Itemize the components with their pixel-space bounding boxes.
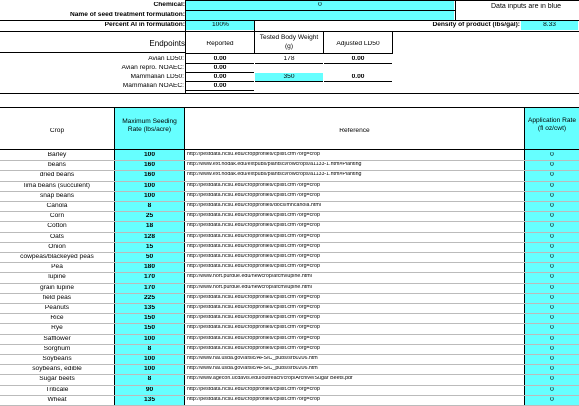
- application-rate: 0: [550, 386, 554, 393]
- reference-link[interactable]: http://www.hort.purdue.edu/newcrop/afcm/lupine.html: [187, 274, 312, 280]
- application-rate: 0: [550, 264, 554, 271]
- application-rate: 0: [550, 213, 554, 220]
- crop-name: Safflower: [43, 335, 71, 342]
- seeding-rate-input[interactable]: 225: [143, 294, 155, 301]
- seeding-rate-input[interactable]: 128: [143, 233, 155, 240]
- seeding-rate-input[interactable]: 8: [147, 376, 152, 383]
- application-rate: 0: [550, 223, 554, 230]
- reference-link[interactable]: http://www.ext.nodak.edu/extpubs/plantsci/rowcrops/a1133-1.htm#Planting: [187, 162, 362, 168]
- reference-link[interactable]: http://pestdata.ncsu.edu/cropprofiles/cplist.cfm?org=crop: [187, 223, 320, 229]
- reference-link[interactable]: http://pestdata.ncsu.edu/cropprofiles/cplist.cfm?org=crop: [187, 254, 320, 259]
- reference-link[interactable]: http://pestdata.ncsu.edu/cropprofiles/cplist.cfm?org=crop: [187, 396, 320, 402]
- endpoint-tested-underline: [255, 81, 323, 82]
- crop-name: Canola: [46, 203, 68, 209]
- reference-link[interactable]: http://pestdata.ncsu.edu/cropprofiles/cplist.cfm?org=crop: [187, 192, 320, 198]
- crop-name: Soybeans: [42, 356, 72, 362]
- row-divider: [0, 232, 579, 233]
- application-rate: 0: [550, 335, 554, 342]
- endpoint-label: Avian LD50:: [148, 56, 184, 62]
- application-rate: 0: [550, 325, 554, 332]
- crop-name: grain lupine: [39, 284, 75, 291]
- seeding-rate-input[interactable]: 100: [143, 182, 155, 189]
- seeding-rate-input[interactable]: 150: [143, 315, 155, 322]
- chemical-label: Chemical:: [153, 2, 185, 8]
- reference-link[interactable]: http://pestdata.ncsu.edu/cropprofiles/cplist.cfm?org=crop: [187, 305, 320, 310]
- reference-link[interactable]: http://pestdata.ncsu.edu/cropprofiles/cplist.cfm?org=crop: [187, 233, 320, 239]
- application-rate: 0: [550, 315, 554, 322]
- row-divider: [0, 334, 579, 335]
- endpoint-adjusted-underline: [324, 81, 392, 82]
- seeding-rate-input[interactable]: 8: [147, 203, 152, 209]
- application-rate: 0: [550, 192, 554, 199]
- row-divider: [0, 344, 579, 345]
- row-divider: [0, 181, 579, 182]
- application-rate: 0: [550, 233, 554, 240]
- seeding-rate-input[interactable]: 160: [143, 162, 155, 169]
- application-rate: 0: [550, 274, 554, 281]
- col-reported-header: Reported: [206, 41, 234, 47]
- endpoints-title: Endpoints: [149, 40, 185, 48]
- crop-name: Sugar beets: [39, 376, 75, 383]
- endpoint-tested-weight: 178: [283, 56, 295, 62]
- seeding-rate-input[interactable]: 100: [143, 356, 155, 362]
- crop-name: Rye: [51, 325, 63, 332]
- col-reference-header: Reference: [339, 128, 370, 134]
- application-rate: 0: [550, 162, 554, 169]
- crop-name: soybeans, edible: [32, 366, 82, 373]
- reference-link[interactable]: http://pestdata.ncsu.edu/cropprofiles/cplist.cfm?org=crop: [187, 152, 320, 157]
- reference-link[interactable]: http://pestdata.ncsu.edu/cropprofiles/cplist.cfm?org=crop: [187, 182, 320, 188]
- reference-link[interactable]: http://pestdata.ncsu.edu/cropprofiles/cplist.cfm?org=crop: [187, 294, 320, 300]
- endpoint-tested-weight: 350: [283, 74, 295, 80]
- endpoint-reported: 0.00: [213, 74, 227, 80]
- col-tested-header: Tested Body Weight (g): [259, 34, 319, 50]
- crop-name: lima beans (succulent): [24, 182, 90, 189]
- endpoint-reported-underline: [186, 63, 254, 64]
- seeding-rate-input[interactable]: 18: [145, 223, 154, 230]
- formulation-label: Name of seed treatment formulation:: [69, 12, 185, 18]
- seeding-rate-input[interactable]: 8: [147, 345, 152, 352]
- reference-link[interactable]: http://pestdata.ncsu.edu/cropprofiles/cplist.cfm?org=crop: [187, 243, 320, 249]
- row-divider: [0, 374, 579, 375]
- row-divider: [0, 385, 579, 386]
- reference-link[interactable]: http://pestdata.ncsu.edu/cropprofiles/cplist.cfm?org=crop: [187, 325, 320, 331]
- application-rate: 0: [550, 294, 554, 301]
- application-rate: 0: [550, 305, 554, 311]
- crop-name: beans: [48, 162, 66, 169]
- endpoint-tested-underline: [255, 63, 323, 64]
- seeding-rate-input[interactable]: 160: [143, 172, 155, 179]
- seeding-rate-input[interactable]: 135: [143, 305, 155, 311]
- row-divider: [0, 395, 579, 396]
- reference-link[interactable]: http://pestdata.ncsu.edu/cropprofiles/cplist.cfm?org=crop: [187, 213, 320, 219]
- seeding-rate-input[interactable]: 150: [143, 325, 155, 332]
- reference-link[interactable]: http://www.agecon.ucdavis.edu/outreach/crop/Archive/Sugar Beets.pdf: [187, 376, 353, 382]
- seeding-rate-input[interactable]: 170: [143, 284, 155, 291]
- application-rate: 0: [550, 376, 554, 383]
- endpoint-label: Avian repro. NOAEC:: [121, 65, 184, 71]
- application-rate: 0: [550, 366, 554, 373]
- endpoint-reported-underline: [186, 81, 254, 82]
- endpoint-label: Mammalian LD50:: [130, 74, 184, 80]
- reference-link[interactable]: http://www.hort.purdue.edu/newcrop/afcm/lupine.html: [187, 284, 312, 290]
- reference-link[interactable]: http://pestdata.ncsu.edu/cropprofiles/docs/mncanola.html: [187, 203, 321, 208]
- row-divider: [0, 191, 579, 192]
- application-rate: 0: [550, 345, 554, 352]
- endpoint-label: Mammalian NOAEC:: [122, 83, 184, 89]
- application-rate: 0: [550, 203, 554, 209]
- reference-link[interactable]: http://pestdata.ncsu.edu/cropprofiles/cplist.cfm?org=crop: [187, 345, 320, 351]
- row-divider: [0, 303, 579, 304]
- row-divider: [0, 201, 579, 202]
- percent-ai-value: 100%: [212, 22, 229, 28]
- density-label: Density of product (lbs/gal):: [432, 22, 520, 28]
- formulation-input[interactable]: [186, 11, 454, 20]
- crop-name: Corn: [49, 213, 65, 220]
- row-divider: [0, 354, 579, 355]
- crop-name: snap beans: [39, 192, 75, 199]
- application-rate: 0: [550, 356, 554, 362]
- row-divider: [0, 364, 579, 365]
- crop-name: Sorghum: [43, 345, 71, 352]
- application-rate: 0: [550, 243, 554, 250]
- endpoint-adjusted-underline: [324, 63, 392, 64]
- endpoint-reported: 0.00: [213, 83, 227, 89]
- seeding-rate-input[interactable]: 100: [143, 366, 155, 373]
- row-divider: [0, 293, 579, 294]
- application-rate: 0: [550, 396, 554, 403]
- reference-link[interactable]: http://pestdata.ncsu.edu/cropprofiles/cplist.cfm?org=crop: [187, 315, 320, 321]
- density-value: 8.33: [543, 22, 556, 28]
- endpoint-adjusted: 0.00: [351, 56, 365, 62]
- application-rate: 0: [550, 284, 554, 291]
- row-divider: [0, 221, 579, 222]
- crop-name: Rice: [50, 315, 64, 322]
- reference-link[interactable]: http://www.ext.nodak.edu/extpubs/plantsci/rowcrops/a1133-1.htm#Planting: [187, 172, 362, 178]
- col-rate-header: Maximum Seeding Rate (lbs/acre): [122, 118, 177, 133]
- crop-name: Oats: [50, 233, 64, 240]
- crop-name: Barley: [47, 152, 67, 158]
- col-crop-header: Crop: [49, 128, 65, 134]
- crop-name: field peas: [42, 294, 72, 301]
- reference-link[interactable]: http://www.nal.usda.gov/afsic/AFSIC_pubs/srb0206.htm: [187, 356, 318, 361]
- crop-name: Wheat: [47, 396, 67, 403]
- endpoint-adjusted: 0.00: [351, 74, 365, 80]
- seeding-rate-input[interactable]: 180: [143, 264, 155, 271]
- seeding-rate-input[interactable]: 90: [145, 386, 154, 393]
- crop-name: Peanuts: [44, 305, 70, 311]
- seeding-rate-input[interactable]: 100: [143, 192, 155, 199]
- seeding-rate-input[interactable]: 100: [143, 335, 155, 342]
- col-app-header: Application Rate (fl oz/cwt): [527, 117, 577, 132]
- crop-name: Cotton: [47, 223, 67, 230]
- seeding-rate-input[interactable]: 25: [145, 213, 154, 220]
- row-divider: [0, 252, 579, 253]
- row-divider: [0, 262, 579, 263]
- row-divider: [0, 242, 579, 243]
- reference-link[interactable]: http://www.nal.usda.gov/afsic/AFSIC_pubs/srb0206.htm: [187, 366, 318, 372]
- application-rate: 0: [550, 172, 554, 179]
- seeding-rate-input[interactable]: 50: [145, 254, 154, 260]
- row-divider: [0, 313, 579, 314]
- endpoint-reported-underline: [186, 72, 254, 73]
- endpoint-reported-underline: [186, 90, 254, 91]
- application-rate: 0: [550, 152, 554, 158]
- row-divider: [0, 160, 579, 161]
- reference-link[interactable]: http://pestdata.ncsu.edu/cropprofiles/cplist.cfm?org=crop: [187, 264, 320, 270]
- endpoint-reported: 0.00: [213, 65, 227, 71]
- row-divider: [0, 170, 579, 171]
- chemical-value: 0: [318, 2, 322, 8]
- seeding-rate-input[interactable]: 170: [143, 274, 155, 281]
- row-divider: [0, 323, 579, 324]
- seeding-rate-input[interactable]: 100: [143, 152, 155, 158]
- crop-name: Triticale: [45, 386, 69, 393]
- row-divider: [0, 211, 579, 212]
- percent-ai-label: Percent AI in formulation:: [104, 22, 185, 28]
- endpoint-reported: 0.00: [213, 56, 227, 62]
- crop-name: lupine: [48, 274, 66, 281]
- data-inputs-note: Data inputs are in blue: [491, 3, 562, 10]
- reference-link[interactable]: http://pestdata.ncsu.edu/cropprofiles/cplist.cfm?org=crop: [187, 335, 320, 341]
- crop-name: cowpeas/blackeyed peas: [20, 254, 94, 260]
- seeding-rate-input[interactable]: 135: [143, 396, 155, 403]
- application-rate: 0: [550, 254, 554, 260]
- row-divider: [0, 283, 579, 284]
- application-rate: 0: [550, 182, 554, 189]
- seeding-rate-input[interactable]: 15: [145, 243, 154, 250]
- crop-name: dried beans: [39, 172, 75, 179]
- crop-name: Pea: [51, 264, 63, 271]
- crop-name: Onion: [48, 243, 66, 250]
- row-divider: [0, 272, 579, 273]
- reference-link[interactable]: http://pestdata.ncsu.edu/cropprofiles/cplist.cfm?org=crop: [187, 386, 320, 392]
- col-adjusted-header: Adjusted LD50: [336, 41, 380, 47]
